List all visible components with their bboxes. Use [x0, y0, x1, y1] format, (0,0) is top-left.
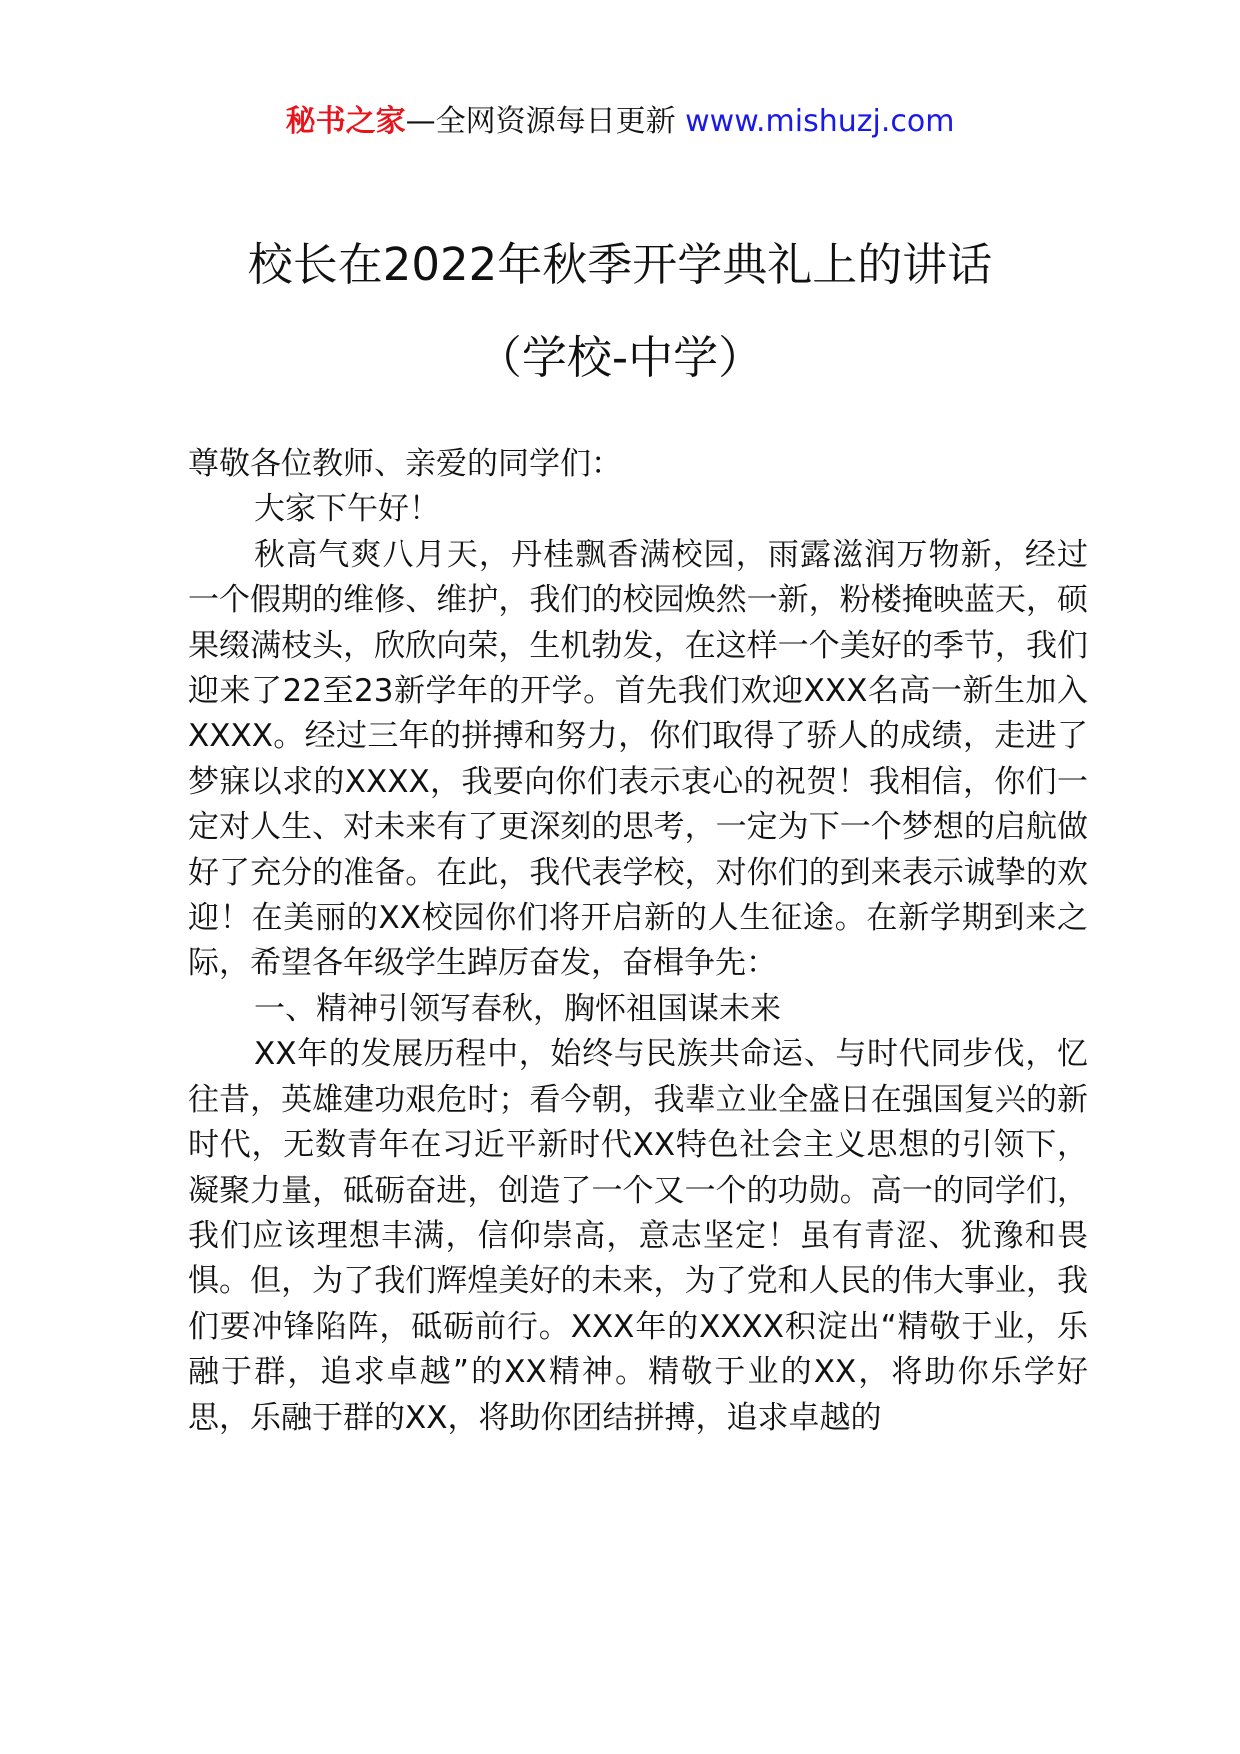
brand-name: 秘书之家 [285, 104, 406, 139]
site-header [0, 100, 1240, 144]
greeting: 大家下午好！ [254, 491, 440, 528]
site-link[interactable]: www.mishuzj.com [685, 104, 955, 139]
body-paragraph: 秋高气爽八月天，丹桂飘香满校园，雨露滋润万物新，经过一个假期的维修、维护，我们的校园焕然一新，粉楼掩映蓝天，硕果缀满枝头，欣欣向荣，生机勃发，在这样一个美好的季节，我们迎来了22至23新学年的开学。首先我们欢迎XXX名高一新生加入XXXX。经过三年的拼搏和努力，你们取得了骄人的成绩，走进了梦寐以求的XXXX，我要向你们表示衷心的祝贺！我相信，你们一定对人生、对未来有了更深刻的思考，一定为下一个梦想的启航做好了充分的准备。在此，我代表学校，对你们的到来表示诚挚的欢迎！在美丽的XX校园你们将开启新的人生征途。在新学期到来之际，希望各年级学生踔厉奋发，奋楫争先： [188, 536, 1088, 982]
document-title: 校长在2022年秋季开学典礼上的讲话 [247, 238, 993, 291]
document-subtitle: （学校-中学） [476, 331, 764, 384]
section-heading: 一、精神引领写春秋，胸怀祖国谋未来 [254, 990, 781, 1027]
body-paragraph: XX年的发展历程中，始终与民族共命运、与时代同步伐，忆往昔，英雄建功艰危时；看今朝，我辈立业全盛日在强国复兴的新时代，无数青年在习近平新时代XX特色社会主义思想的引领下，凝聚力量，砥砺奋进，创造了一个又一个的功勋。高一的同学们，我们应该理想丰满，信仰崇高，意志坚定！虽有青涩、犹豫和畏惧。但，为了我们辉煌美好的未来，为了党和人民的伟大事业，我们要冲锋陷阵，砥砺前行。XXX年的XXXX积淀出“精敬于业，乐融于群，追求卓越”的XX精神。精敬于业的XX，将助你乐学好思，乐融于群的XX，将助你团结拼搏，追求卓越的 [188, 1036, 1088, 1436]
header-tagline: —全网资源每日更新 [405, 104, 676, 139]
salutation: 尊敬各位教师、亲爱的同学们： [188, 446, 622, 482]
document-body [188, 442, 1088, 1441]
